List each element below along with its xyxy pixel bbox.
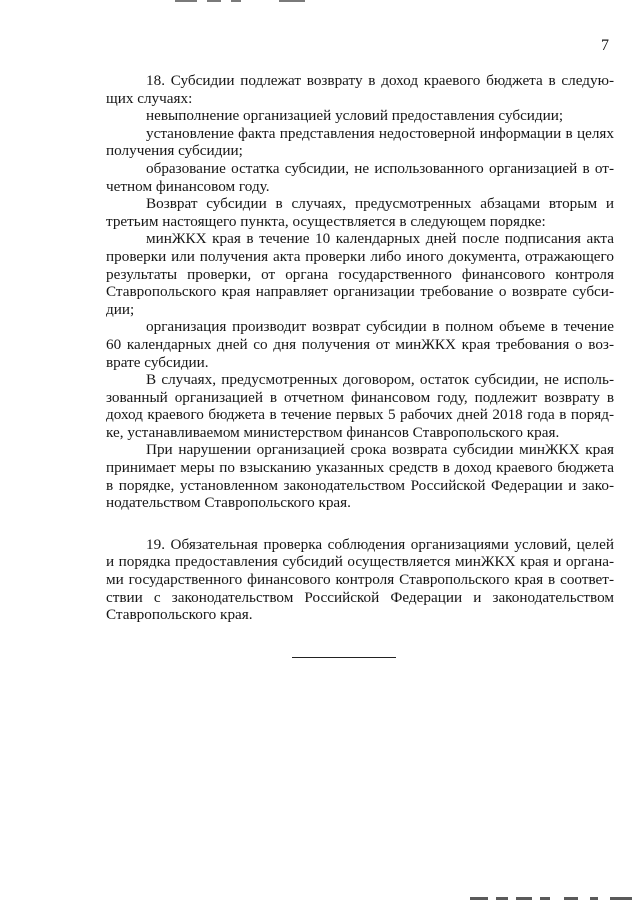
end-divider (292, 657, 396, 658)
scan-artifact-bottom (470, 897, 635, 901)
list-item-false-information: установление факта представления недостоверной информации в целях получения субсидии; (106, 124, 614, 160)
paragraph-spacer (106, 512, 614, 536)
paragraph-return-procedure: Возврат субсидии в случаях, предусмотренных абзацами вторым и третьим настоящего пункта, осуществляется в следующем порядке: (106, 195, 614, 230)
paragraph-18-intro: 18. Субсидии подлежат возврату в доход краевого бюджета в следующих случаях: (106, 72, 614, 107)
paragraph-violation-measures: При нарушении организацией срока возврата субсидии минЖКХ края принимает меры по взысканию указанных средств в доход краевого бюджета в порядке, установленном законодательством Российской Федерации и законодательством Ставропольского края. (106, 441, 614, 512)
paragraph-organization-return: организация производит возврат субсидии в полном объеме в течение 60 календарных дней со дня получения от минЖКХ края требования о возврате субсидии. (106, 318, 614, 371)
paragraph-ministry-demand: минЖКХ края в течение 10 календарных дней после подписания акта проверки или получения акта проверки либо иного документа, отражающего результаты проверки, от органа государственного финансового контроля Ставропольского края направляет организации требование о возврате субсидии; (106, 230, 614, 318)
paragraph-19: 19. Обязательная проверка соблюдения организациями условий, целей и порядка предоставления субсидий осуществляется минЖКХ края и органами государственного финансового контроля Ставропольского края в соответствии с законодательством Российской Федерации и законодательством Ставропольского края. (106, 535, 614, 624)
paragraph-remainder-return: В случаях, предусмотренных договором, остаток субсидии, не использованный организацией в отчетном финансовом году, подлежит возврату в доход краевого бюджета в течение первых 5 рабочих дней 2018 года в порядке, устанавливаемом министерством финансов Ставропольского края. (106, 371, 614, 441)
page-number: 7 (601, 37, 609, 54)
list-item-unused-remainder: образование остатка субсидии, не использованного организацией в отчетном финансовом году. (106, 159, 614, 195)
scan-artifact-top (175, 0, 305, 4)
document-body (106, 72, 614, 624)
list-item-condition-violation: невыполнение организацией условий предоставления субсидии; (146, 107, 564, 125)
